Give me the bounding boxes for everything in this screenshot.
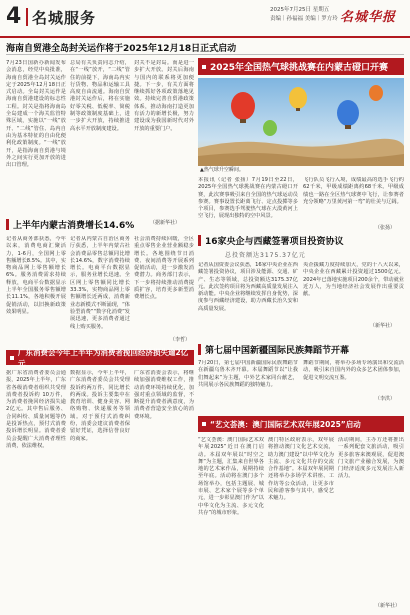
article-6-title: 第七届中国新疆国际民族舞蹈节开幕 xyxy=(205,346,350,356)
article-4-title: 16家央企与西藏签署项目投资协议 xyxy=(205,237,344,247)
page-number: 4 xyxy=(6,4,22,29)
square-icon xyxy=(202,65,206,69)
article-3-byline: （李哲） xyxy=(170,337,191,343)
issue-date: 2025年7月25日 星期五 xyxy=(270,7,330,13)
article-4-col2: 央企援藏力度持续加大，党的十八大以来，中央企业在西藏累计投资超过1500亿元。2024年已落地实施项目200余个，带动就业近万人，为当地经济社会发展作出重要贡献。 xyxy=(303,262,404,298)
article-4-byline: （新华社） xyxy=(370,323,396,329)
article-2-col1: 本报讯（记者 张扬）7月19日至22日，2025年全国热气球挑战赛在内蒙古磴口开赛，此次赛事吸引来自全国的热气球运动员参赛。赛事设置长距离飞行、定点投掷等多个项目，参赛选手驾驶热气球在大漠黄河上空飞行，展现出独特的空中风景。 xyxy=(198,177,298,220)
square-icon xyxy=(10,356,14,360)
article-4-title-block xyxy=(198,234,344,247)
title-accent-bar xyxy=(198,344,201,355)
article-7-byline: （新华社） xyxy=(375,603,401,609)
balloon-image xyxy=(198,78,404,166)
article-6-title-block xyxy=(198,343,349,356)
article-5-title: 广东消费会今年上半年为消费者挽回经济损失逾2亿元 xyxy=(17,347,189,368)
square-icon xyxy=(202,422,206,426)
title-accent-bar xyxy=(198,235,201,246)
title-accent-bar xyxy=(6,219,9,230)
masthead xyxy=(0,0,410,38)
newspaper-logo: 名城华报 xyxy=(340,10,397,25)
balloon-photo xyxy=(198,78,404,166)
article-7-title: “艺文荟澳：澳门国际艺术双年展2025”启动 xyxy=(210,419,361,429)
article-2-title-bar xyxy=(198,58,404,75)
photo-caption: ▲热气球升空瞬间。 xyxy=(200,167,244,173)
article-6-byline: （李洪） xyxy=(375,396,396,402)
article-1-col1: 7月23日国新办新闻发布会消息，经党中央批准，海南自贸港全岛封关运作定于2025年12月18日正式启动。全岛封关运作是海南自贸港建设的标志性工程。封关是指将海南岛全岛建成一个海关监管特殊区域，实施以“一线”放开、“二线”管住、岛内自由为基本特征的自由化便利化政策制度。“一线”放开，是指海南自贸港与境外之间实行更加开放的进出口管理。 xyxy=(6,60,66,169)
article-3-col3: 社会消费持续回暖，全区重点零售企业营业额稳步增长。各地围绕节日消费、夜间消费等开展系列促销活动，进一步激发消费潜力。商务部门表示，下一步将持续推动消费提质扩容，培育更多新型消费增长点。 xyxy=(134,236,194,301)
article-1-title: 海南自贸港全岛封关运作将于2025年12月18日正式启动 xyxy=(6,44,237,54)
hot-air-balloon xyxy=(369,85,383,101)
article-1-col2: 总局有关负责同志介绍，在“一线”放开，“二线”管住的前提下，海南岛内实行货物、物品和运输工具高度自由流通。海南自贸港封关运作后，将在实施好零关税、低税率、简税制等政策制度基础上，进一步扩大开放，持续推进高水平开放制度建设。 xyxy=(70,60,130,132)
article-5-col3: 广东省消委会表示，将继续加强消费维权工作，推动消费环境持续优化，加强对重点领域的监督，不断提升消费者满意度，为消费者营造安全放心的消费环境。 xyxy=(134,370,194,420)
article-6-col2: 舞蹈节期间，将举办多场专场演出和交流活动，吸引来自国内外的众多艺术团体参加，促进文明交流互鉴。 xyxy=(303,360,404,381)
article-7-col2: 澳门特区政府表示，双年展将推动澳门文化艺术交流，助力澳门建设“以中华文化为主流、多元文化共存的交流合作基地”。本届双年展同期还将举办多场学术讲座、工作坊等公众活动，让更多市民和游客参与其中，感受艺术魅力。 xyxy=(268,437,334,502)
masthead-divider xyxy=(26,8,28,26)
article-7-col3: 活动期间，主办方还将推出一系列配套文旅活动，吸引更多旅客来澳观展，促进澳门文旅产业融合发展，为澳门经济适度多元发展注入新活力。 xyxy=(338,437,404,480)
article-2-col2: 飞行队员飞行入境，成绩最高的选手飞行约62千米，甲级成绩距离约68千米。甲级成绩也一路在全区热气球赛中飞行，让参赛者充分领略“万里黄河第一弯”的壮美与辽阔。 xyxy=(303,177,404,205)
section-title: 名城服务 xyxy=(32,9,97,27)
article-3-col2: 记者从内蒙古自治区商务厅获悉，上半年内蒙古社会消费品零售总额同比增长14.6%，数字消费持续增长。电商平台数据显示，服务业增长迅速。全区网上零售额同比增长33.3%，实物商品网上零售额增长近两成，消费新业态新模式不断涌现，“体验型消费”“数字化消费”发展迅速，更多消费者通过线上购买服务。 xyxy=(70,236,130,330)
article-1-byline: （据新华社） xyxy=(150,220,181,226)
article-5-col1: 据广东省消费者委员会通报，2025年上半年，广东省各级消费者组织共受理消费者投诉约 10万件，为消费者挽回经济损失逾2亿元。其中售后服务、合同纠纷、质量问题等仍是投诉热点，预付式消费投诉增长明显。消费者委员会提醒广大消费者理性消费，依法维权。 xyxy=(6,370,66,449)
article-7-col1: “艺文荟澳：澳门国际艺术双年展2025”近日在澳门启动。本届双年展以“时空之舞”为主题，汇集来自世界各地的艺术家作品，展期持续至年底。活动将在澳门多个场馆举办，包括主题展、城市展、艺术家个展等多个单元，进一步彰显澳门作为“以中华文化为主流、多元文化共存”的城市形象。 xyxy=(198,437,264,516)
article-5-title-bar xyxy=(6,347,194,368)
article-4-col1: 记者从国资委会议获悉，16家中央企业在西藏签署投资协议，项目涉及能源、交通、矿产、生态等领域，总投资额达3175.37亿元。此次签约项目将为西藏高质量发展注入新动能。中央企业将继续发挥自身优势，深度参与西藏经济建设，助力西藏长治久安和高质量发展。 xyxy=(198,262,298,312)
article-7-title-bar xyxy=(198,416,404,432)
editor-line: 责编｜孙福福 美编｜罗方玲 xyxy=(270,16,338,22)
masthead-rule xyxy=(0,36,410,38)
article-5-col2: 数据显示，今年上半年，广东消费者委员会共受理投诉约两万件，同比增长约两成。投诉主要集中在教育培训、健身美容、网络购物、快递服务等领域。对于预付式消费纠纷，消委会建议消费者保留好凭证，选择信誉良好的商家。 xyxy=(70,370,130,442)
article-4-subtitle: 总投资额达3175.37亿元 xyxy=(225,252,306,259)
article-3-col1: 记者从商务部获悉，今年以来，消费电商汇聚活力，1-6月，全国网上零售额增长8.5%。其中，实物商品网上零售额增长6%。服务消费需求持续释放，电商平台数据显示上半年全国服务零售额增长11.1%，各地积极开展促销活动，以旧换新政策效果明显。 xyxy=(6,236,66,315)
article-2-byline: （张扬） xyxy=(375,225,396,231)
article-1-col3: 封关不是封岛。而是进一步扩大开放。封关后海南与国内的联系将更加便捷。下一步，有关方面将继续抓好各项政策落地见效。持续完善自贸港政策体系，推动海南打造更加有活力的新增长极，努力建设成为我国新时代对外开放的重要门户。 xyxy=(134,60,194,132)
article-2-title: 2025年全国热气球挑战赛在内蒙古磴口开赛 xyxy=(210,63,389,73)
issue-info xyxy=(270,6,338,24)
hot-air-balloon xyxy=(263,120,277,136)
article-6-col1: 7月20日，第七届中国新疆国际民族舞蹈节在新疆乌鲁木齐开幕。本届舞蹈节以“让我们舞起来”为主题，中外艺术家同台献艺，共同展示各民族舞蹈的独特魅力。 xyxy=(198,360,298,388)
article-3-title-block xyxy=(6,218,134,231)
divider xyxy=(6,54,404,55)
article-3-title: 上半年内蒙古消费增长14.6% xyxy=(13,221,135,231)
